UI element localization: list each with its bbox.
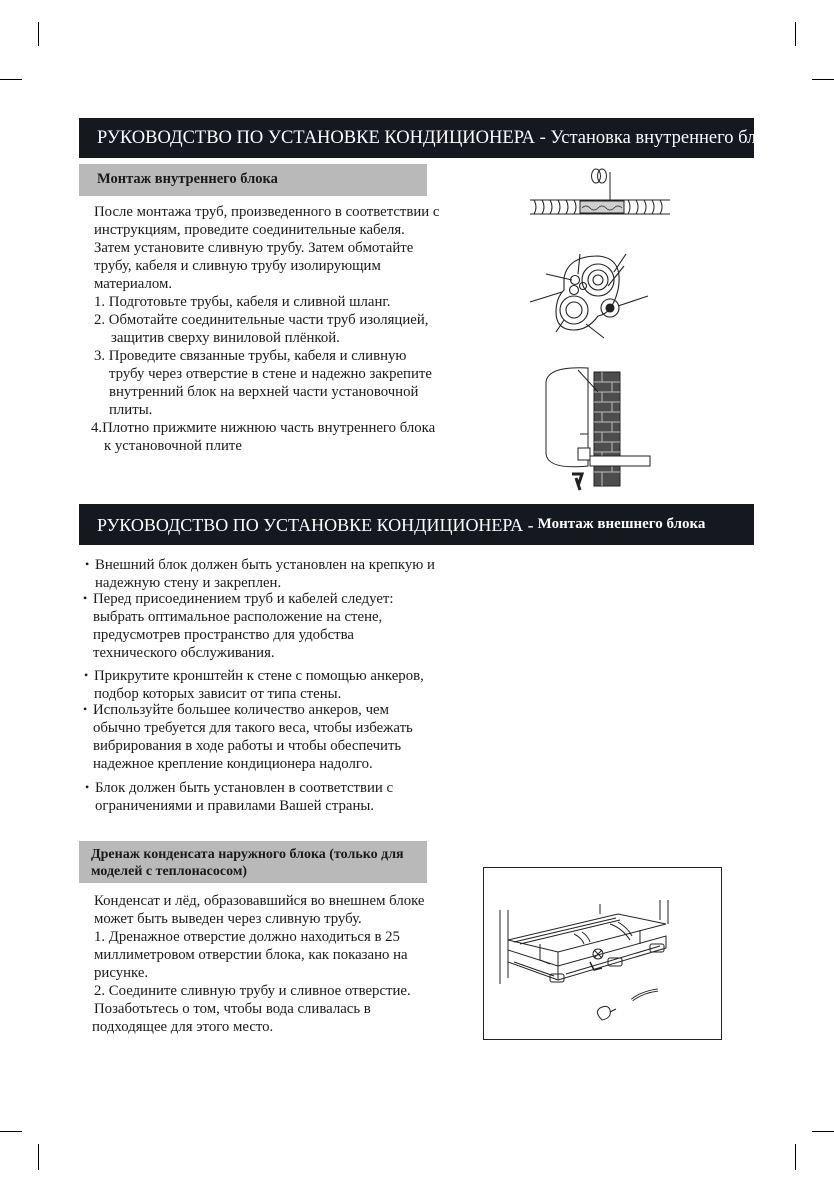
text-line: вибрирования в ходе работы и чтобы обеспечить bbox=[93, 738, 402, 754]
crop-mark bbox=[0, 1131, 22, 1132]
outdoor-unit-drain-illustration bbox=[490, 880, 716, 1030]
text-line: ограничениями и правилами Вашей страны. bbox=[95, 798, 375, 814]
crop-mark bbox=[38, 1144, 39, 1170]
bullet-item bbox=[84, 667, 424, 703]
text-line: надежное крепление кондиционера надолго. bbox=[93, 756, 373, 772]
text-line: подбор которых зависит от типа стены. bbox=[94, 686, 342, 702]
text-line: Блок должен быть установлен в соответствии с bbox=[95, 780, 394, 796]
step-line: 3. Проведите связанные трубы, кабеля и сливную bbox=[94, 348, 407, 364]
indoor-steps-list bbox=[91, 293, 484, 455]
subheading-text: Монтаж внутреннего блока bbox=[97, 171, 278, 187]
text-line: трубу, кабеля и сливную трубу изолирующим bbox=[94, 258, 381, 274]
text-line: выбрать оптимальное расположение на стене, bbox=[93, 609, 383, 625]
bullet-item bbox=[85, 556, 435, 592]
step-line: плиты. bbox=[109, 402, 153, 418]
text-line: технического обслуживания. bbox=[93, 645, 275, 661]
text-line: миллиметровом отверстии блока, как показано на bbox=[94, 947, 408, 963]
text-line: После монтажа труб, произведенного в соответствии с bbox=[94, 204, 440, 220]
bullet-icon: • bbox=[85, 780, 90, 794]
text-line: инструкциям, проведите соединительные кабеля. bbox=[94, 222, 405, 238]
text-line: может быть выведен через сливную трубу. bbox=[94, 911, 362, 927]
section-banner-indoor bbox=[79, 118, 783, 158]
bullet-item bbox=[83, 701, 413, 773]
crop-mark bbox=[795, 1144, 796, 1170]
subheading-text: моделей с теплонасосом) bbox=[91, 864, 248, 879]
section-banner-outdoor bbox=[79, 504, 754, 545]
subheading-condensate-drain bbox=[79, 841, 427, 883]
crop-mark bbox=[0, 79, 22, 80]
bullet-icon: • bbox=[83, 702, 88, 716]
step-line: 1. Подготовьте трубы, кабеля и сливной шланг. bbox=[94, 294, 391, 310]
indoor-intro-paragraph bbox=[94, 203, 474, 293]
crop-mark bbox=[812, 79, 834, 80]
text-line: Перед присоединением труб и кабелей следует: bbox=[93, 591, 394, 607]
text-line: Внешний блок должен быть установлен на крепкую и bbox=[95, 557, 435, 573]
bullet-icon: • bbox=[83, 591, 88, 605]
banner-title: РУКОВОДСТВО ПО УСТАНОВКЕ КОНДИЦИОНЕРА - bbox=[97, 514, 534, 535]
subheading-text: Дренаж конденсата наружного блока (только для bbox=[91, 847, 404, 862]
step-line: 2. Обмотайте соединительные части труб изоляцией, bbox=[94, 312, 429, 328]
text-line: Используйте большее количество анкеров, чем bbox=[93, 702, 389, 718]
step-line: трубу через отверстие в стене и надежно закрепите bbox=[109, 366, 432, 382]
text-line: Затем установите сливную трубу. Затем обмотайте bbox=[94, 240, 414, 256]
text-line: предусмотрев пространство для удобства bbox=[93, 627, 354, 643]
crop-mark bbox=[812, 1131, 834, 1132]
subheading-indoor-mounting bbox=[79, 164, 427, 196]
text-line: обычно требуется для такого веса, чтобы избежать bbox=[93, 720, 413, 736]
text-line: 1. Дренажное отверстие должно находиться в 25 bbox=[94, 929, 400, 945]
bullet-icon: • bbox=[85, 557, 90, 571]
step-line: внутренний блок на верхней части установочной bbox=[109, 384, 419, 400]
step-line: к установочной плите bbox=[104, 438, 242, 454]
bullet-icon: • bbox=[84, 668, 89, 682]
text-line: материалом. bbox=[94, 276, 173, 292]
pipe-wrap-illustration bbox=[520, 164, 680, 216]
step-line: защитив сверху виниловой плёнкой. bbox=[111, 330, 340, 346]
crop-mark bbox=[795, 22, 796, 46]
banner-title: РУКОВОДСТВО ПО УСТАНОВКЕ КОНДИЦИОНЕРА - Установка внутреннего блока bbox=[97, 127, 783, 148]
step-line: 4.Плотно прижмите нижнюю часть внутреннего блока bbox=[91, 420, 436, 436]
crop-mark bbox=[38, 22, 39, 46]
banner-subtitle: Монтаж внешнего блока bbox=[537, 516, 706, 532]
text-line: Конденсат и лёд, образовавшийся во внешнем блоке bbox=[94, 893, 425, 909]
text-line: Позаботьтесь о том, чтобы вода сливалась в bbox=[94, 1001, 371, 1017]
bullet-item bbox=[83, 590, 394, 662]
pipe-bundle-cross-section-illustration bbox=[528, 250, 653, 338]
text-line: Прикрутите кронштейн к стене с помощью анкеров, bbox=[94, 668, 424, 684]
bullet-item bbox=[85, 779, 394, 815]
indoor-unit-on-wall-illustration bbox=[540, 362, 655, 492]
text-line: надежную стену и закреплен. bbox=[95, 575, 282, 591]
text-line: 2. Соедините сливную трубу и сливное отверстие. bbox=[94, 983, 411, 999]
text-line: рисунке. bbox=[94, 965, 149, 981]
text-line: подходящее для этого место. bbox=[92, 1019, 274, 1035]
drain-paragraph bbox=[94, 892, 474, 1036]
